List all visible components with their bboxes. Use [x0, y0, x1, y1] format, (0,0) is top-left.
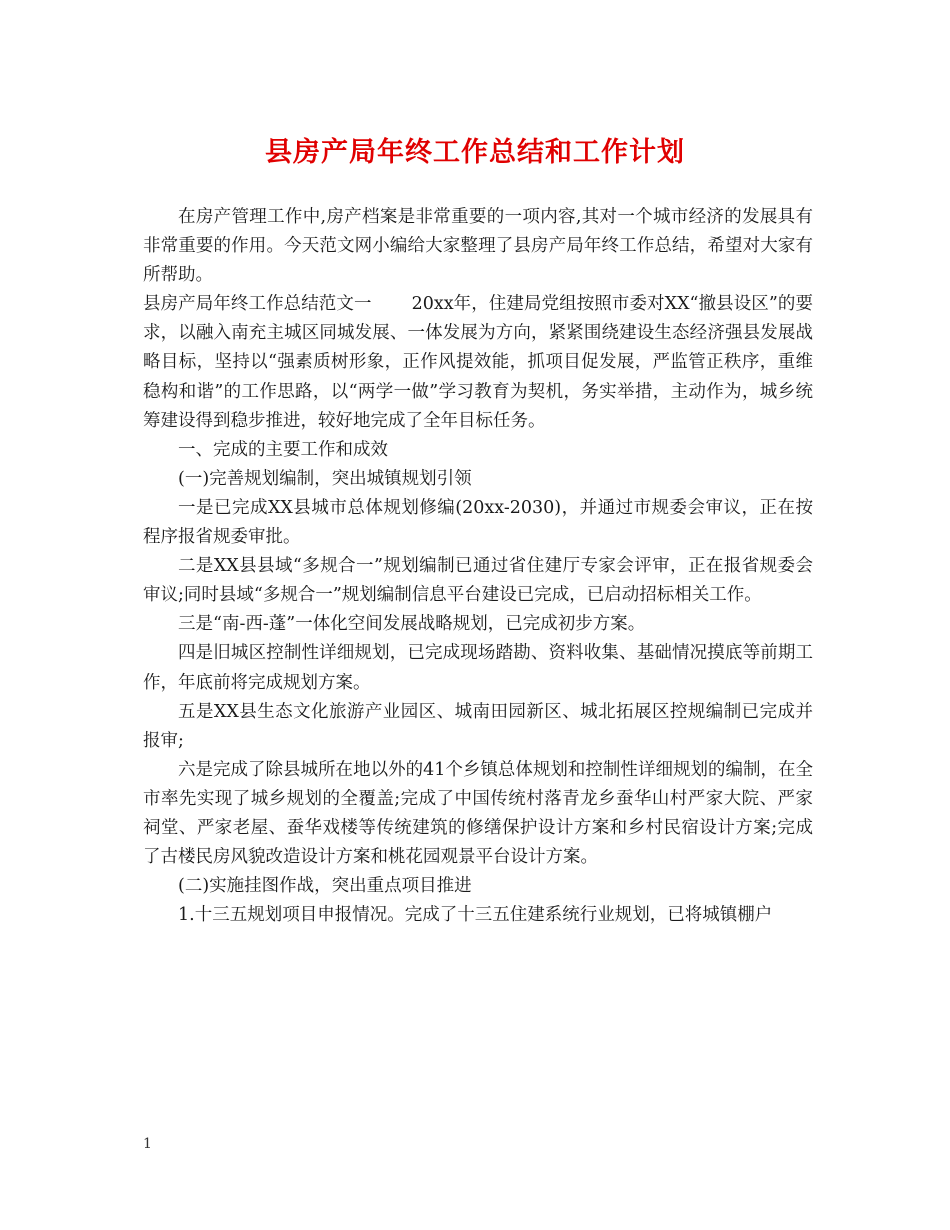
document-body	[143, 203, 813, 930]
list-item-1: 一是已完成XX县城市总体规划修编(20xx-2030)，并通过市规委会审议，正在按程序报省规委审批。	[143, 497, 813, 548]
list-item-5: 五是XX县生态文化旅游产业园区、城南田园新区、城北拓展区控规编制已完成并报审;	[143, 701, 813, 751]
subsection-heading-1: (一)完善规划编制，突出城镇规划引领	[178, 468, 472, 489]
list-item-7: 1.十三五规划项目申报情况。完成了十三五住建系统行业规划，已将城镇棚户	[178, 905, 773, 926]
section-heading-1: 一、完成的主要工作和成效	[178, 439, 388, 460]
list-item-3: 三是“南-西-蓬”一体化空间发展战略规划，已完成初步方案。	[178, 614, 646, 635]
intro-paragraph: 在房产管理工作中,房产档案是非常重要的一项内容,其对一个城市经济的发展具有非常重要的作用。今天范文网小编给大家整理了县房产局年终工作总结，希望对大家有所帮助。	[143, 207, 813, 286]
sample-paragraph	[143, 290, 813, 435]
list-item-4: 四是旧城区控制性详细规划，已完成现场踏勘、资料收集、基础情况摸底等前期工作，年底前将完成规划方案。	[143, 643, 813, 693]
list-item-2: 二是XX县县域“多规合一”规划编制已通过省住建厅专家会评审，正在报省规委会审议;同时县域“多规合一”规划编制信息平台建设已完成，已启动招标相关工作。	[143, 556, 813, 606]
document-title: 县房产局年终工作总结和工作计划	[265, 137, 685, 168]
subsection-heading-2: (二)实施挂图作战，突出重点项目推进	[178, 876, 472, 897]
list-item-6: 六是完成了除县城所在地以外的41个乡镇总体规划和控制性详细规划的编制，在全市率先实现了城乡规划的全覆盖;完成了中国传统村落青龙乡蚕华山村严家大院、严家祠堂、严家老屋、蚕华戏楼等传统建筑的修缮保护设计方案和乡村民宿设计方案;完成了古楼民房风貌改造设计方案和桃花园观景平台设计方案。	[143, 759, 813, 868]
sample-heading: 县房产局年终工作总结范文一	[143, 294, 372, 315]
sample-text: 20xx年，住建局党组按照市委对XX“撤县设区”的要求，以融入南充主城区同城发展、一体发展为方向，紧紧围绕建设生态经济强县发展战略目标，坚持以“强素质树形象，正作风提效能，抓项目促发展，严监管正秩序，重维稳构和谐”的工作思路，以“两学一做”学习教育为契机，务实举措，主动作为，城乡统筹建设得到稳步推进，较好地完成了全年目标任务。	[143, 294, 813, 431]
page-number: 1	[143, 1136, 152, 1152]
